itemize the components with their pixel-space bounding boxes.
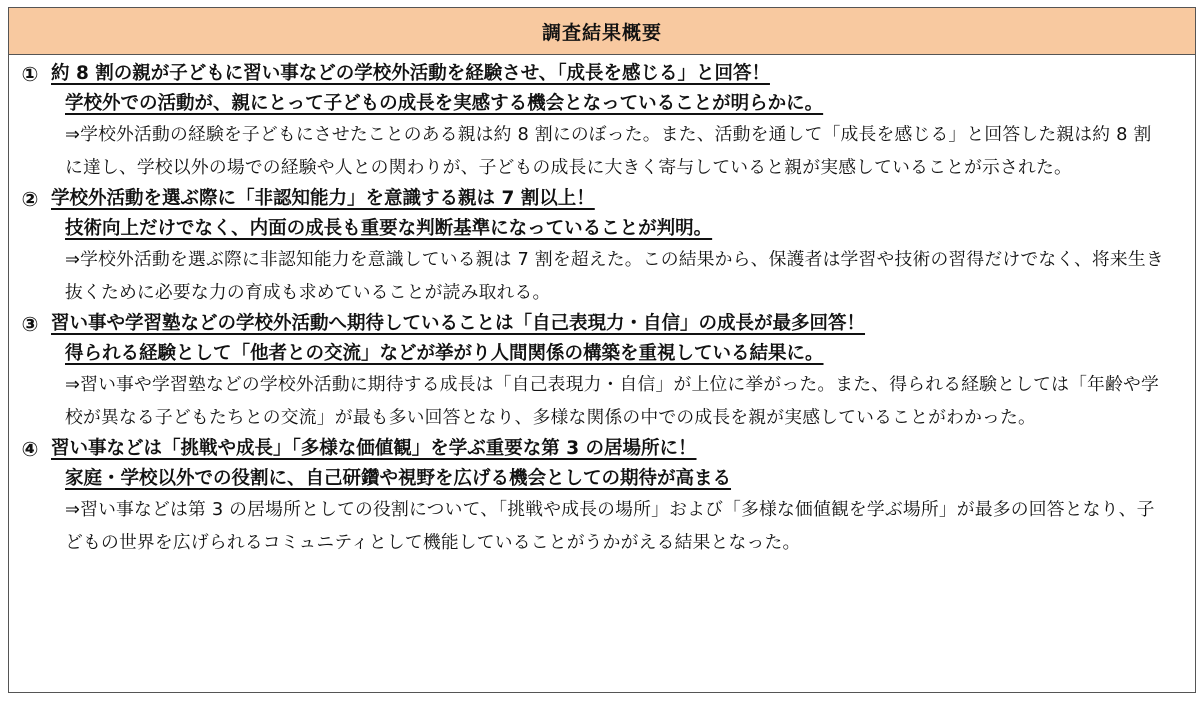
finding-number: ③ [21, 312, 39, 336]
finding-body: ⇒学校外活動の経験を子どもにさせたことのある親は約 8 割にのぼった。また、活動を通して「成長を感じる」と回答した親は約 8 割に達し、学校以外の場での経験や人との関わりが、子どもの成長に大きく寄与していると親が実感していることが示された。 [65, 124, 1152, 178]
finding-headline: 約 8 割の親が子どもに習い事などの学校外活動を経験させ、「成長を感じる」と回答！ [51, 63, 770, 84]
finding-body: ⇒習い事などは第 3 の居場所としての役割について、「挑戦や成長の場所」および「多様な価値観を学ぶ場所」が最多の回答となり、子どもの世界を広げられるコミュニティとして機能していることがうかがえる結果となった。 [65, 499, 1155, 553]
finding-1 [9, 59, 1195, 184]
finding-subheadline: 得られる経験として「他者との交流」などが挙がり人間関係の構築を重視している結果に。 [65, 343, 824, 364]
finding-headline: 学校外活動を選ぶ際に「非認知能力」を意識する親は 7 割以上！ [51, 188, 595, 209]
finding-number: ④ [21, 437, 39, 461]
summary-box [8, 7, 1196, 693]
finding-body: ⇒習い事や学習塾などの学校外活動に期待する成長は「自己表現力・自信」が上位に挙がった。また、得られる経験としては「年齢や学校が異なる子どもたちとの交流」が最も多い回答となり、多様な関係の中での成長を親が実感していることがわかった。 [65, 374, 1159, 428]
finding-2 [9, 184, 1195, 309]
finding-3 [9, 309, 1195, 434]
finding-subheadline: 家庭・学校以外での役割に、自己研鑽や視野を広げる機会としての期待が高まる [65, 468, 732, 489]
finding-subheadline: 学校外での活動が、親にとって子どもの成長を実感する機会となっていることが明らかに。 [65, 93, 824, 114]
finding-headline: 習い事や学習塾などの学校外活動へ期待していることは「自己表現力・自信」の成長が最多回答！ [51, 313, 866, 334]
summary-header [9, 8, 1195, 55]
finding-headline: 習い事などは「挑戦や成長」「多様な価値観」を学ぶ重要な第 3 の居場所に！ [51, 438, 697, 459]
finding-body: ⇒学校外活動を選ぶ際に非認知能力を意識している親は 7 割を超えた。この結果から、保護者は学習や技術の習得だけでなく、将来生き抜くために必要な力の育成も求めていることが読み取れる。 [65, 249, 1164, 303]
summary-content [9, 55, 1195, 559]
finding-number: ② [21, 187, 39, 211]
finding-number: ① [21, 62, 39, 86]
finding-4 [9, 434, 1195, 559]
summary-title: 調査結果概要 [541, 21, 662, 44]
finding-subheadline: 技術向上だけでなく、内面の成長も重要な判断基準になっていることが判明。 [65, 218, 713, 239]
